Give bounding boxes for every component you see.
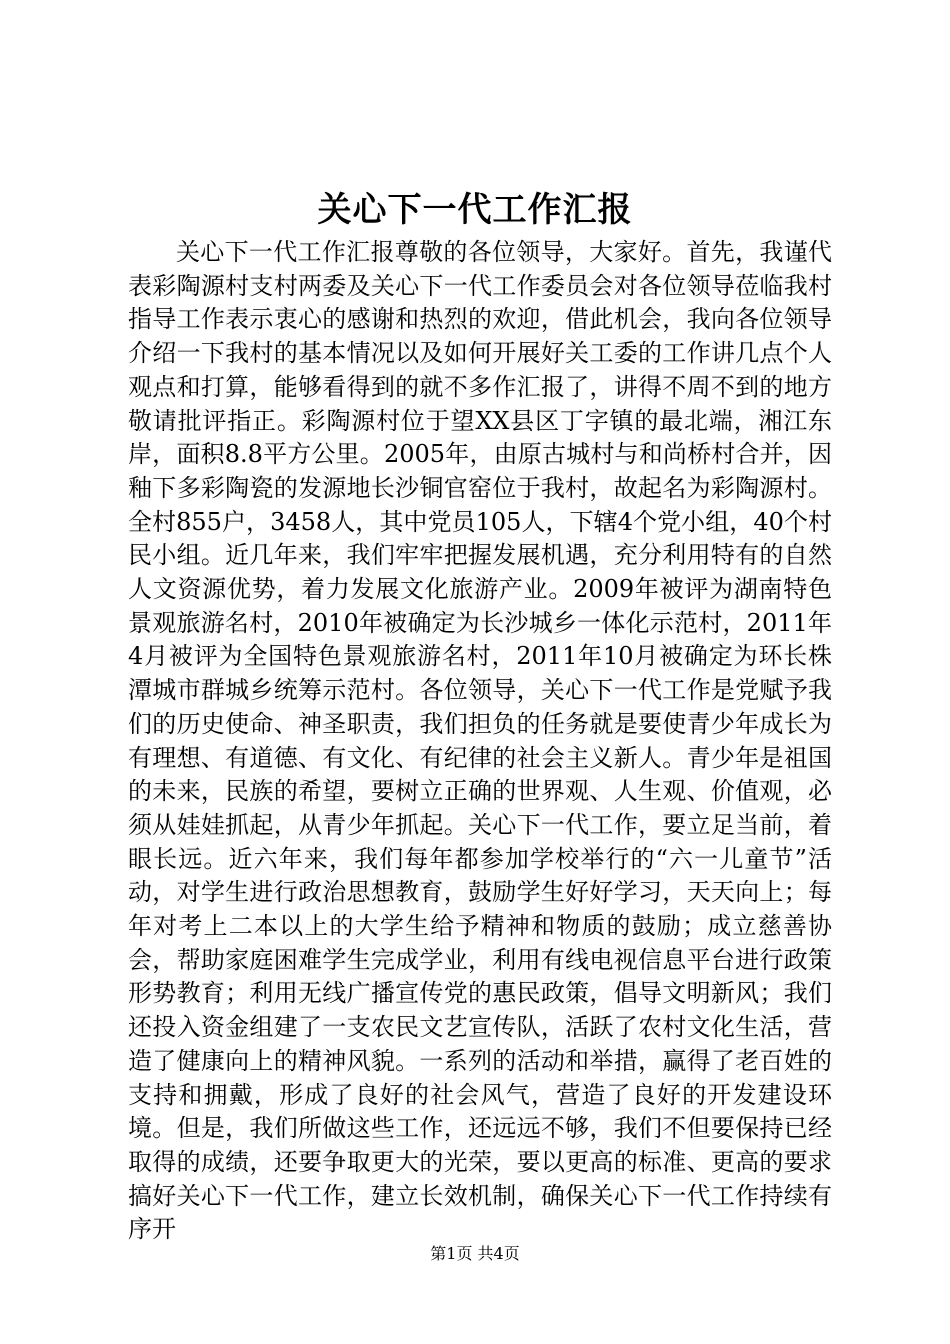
page-number: 第1页 共4页 [430, 1244, 520, 1263]
document-body: 关心下一代工作汇报尊敬的各位领导，大家好。首先，我谨代表彩陶源村支村两委及关心下一代工作委员会对各位领导莅临我村指导工作表示衷心的感谢和热烈的欢迎，借此机会，我向各位领导介绍一下我村的基本情况以及如何开展好关工委的工作讲几点个人观点和打算，能够看得到的就不多作汇报了，讲得不周不到的地方敬请批评指正。彩陶源村位于望XX县区丁字镇的最北端，湘江东岸，面积8.8平方公里。2005年，由原古城村与和尚桥村合并，因釉下多彩陶瓷的发源地长沙铜官窑位于我村，故起名为彩陶源村。全村855户，3458人，其中党员105人，下辖4个党小组，40个村民小组。近几年来，我们牢牢把握发展机遇，充分利用特有的自然人文资源优势，着力发展文化旅游产业。2009年被评为湖南特色景观旅游名村，2010年被确定为长沙城乡一体化示范村，2011年4月被评为全国特色景观旅游名村，2011年10月被确定为环长株潭城市群城乡统筹示范村。各位领导，关心下一代工作是党赋予我们的历史使命、神圣职责，我们担负的任务就是要使青少年成长为有理想、有道德、有文化、有纪律的社会主义新人。青少年是祖国的未来，民族的希望，要树立正确的世界观、人生观、价值观，必须从娃娃抓起，从青少年抓起。关心下一代工作，要立足当前，着眼长远。近六年来，我们每年都参加学校举行的“六一儿童节”活动，对学生进行政治思想教育，鼓励学生好好学习，天天向上；每年对考上二本以上的大学生给予精神和物质的鼓励；成立慈善协会，帮助家庭困难学生完成学业，利用有线电视信息平台进行政策形势教育；利用无线广播宣传党的惠民政策，倡导文明新风；我们还投入资金组建了一支农民文艺宣传队，活跃了农村文化生活，营造了健康向上的精神风貌。一系列的活动和举措，赢得了老百姓的支持和拥戴，形成了良好的社会风气，营造了良好的开发建设环境。但是，我们所做这些工作，还远远不够，我们不但要保持已经取得的成绩，还要争取更大的光荣，要以更高的标准、更高的要求搞好关心下一代工作，建立长效机制，确保关心下一代工作持续有序开 [128, 238, 832, 1244]
document-title: 关心下一代工作汇报 [317, 190, 633, 230]
